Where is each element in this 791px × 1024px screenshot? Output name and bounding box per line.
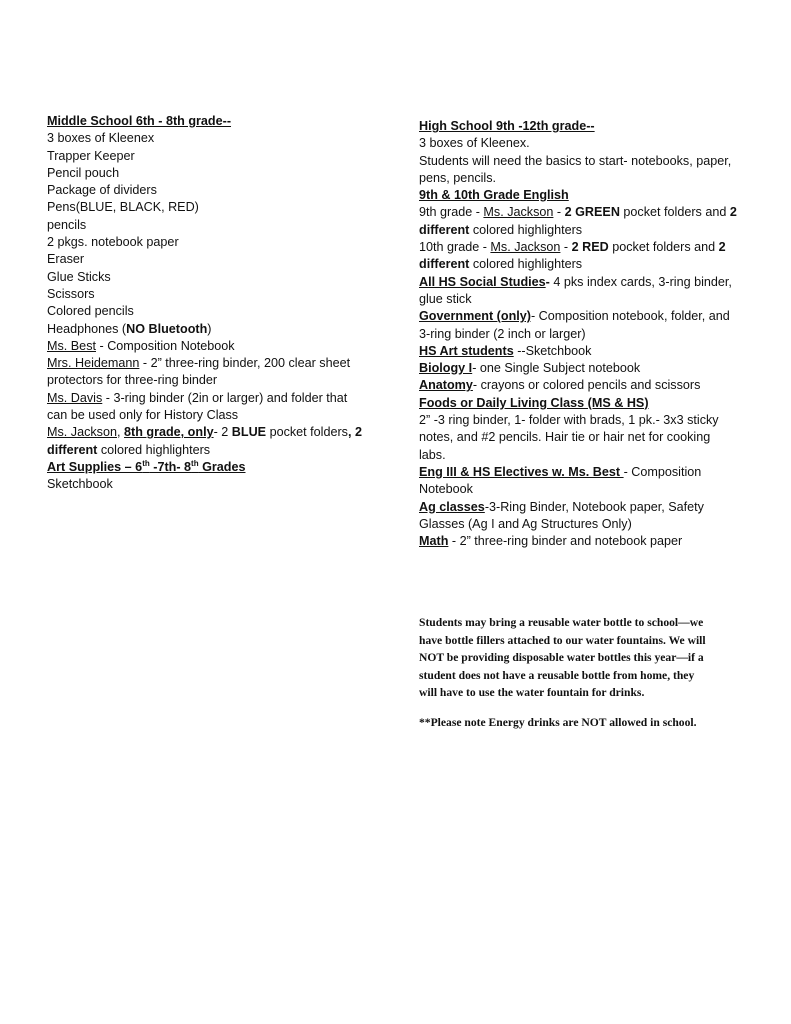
art-sup-1: th [142, 458, 150, 468]
grade-9-teacher: Ms. Jackson [483, 205, 554, 220]
government-line [419, 308, 739, 325]
grade-9-dash: - [553, 205, 565, 220]
high-school-section [419, 118, 739, 550]
teacher-name-best: Ms. Best [47, 338, 96, 353]
jackson-folders: pocket folders [266, 425, 348, 440]
grade-9-green: 2 GREEN [564, 205, 620, 220]
grade-10-line [419, 239, 739, 256]
jackson-highlighters: colored highlighters [97, 442, 211, 457]
jackson-dash: - 2 [213, 425, 232, 440]
jackson-different: different [47, 442, 98, 457]
hs-heading: High School 9th -12th grade-- [419, 119, 595, 133]
math-line [419, 533, 739, 550]
ms-item-trapper-keeper: Trapper Keeper [47, 148, 135, 163]
anatomy-text: - crayons or colored pencils and scissors [472, 378, 701, 393]
ag-line-2: Glasses (Ag I and Ag Structures Only) [419, 516, 632, 531]
ms-item-kleenex: 3 boxes of Kleenex [47, 131, 155, 146]
grade-10-different: different [419, 257, 470, 272]
anatomy-heading: Anatomy [419, 378, 473, 393]
art-heading-part-2: -7th- 8 [149, 459, 192, 474]
energy-note-text: **Please note Energy drinks are NOT allowed in school. [419, 716, 697, 729]
grade-10-two: 2 [718, 240, 726, 255]
ms-item-dividers: Package of dividers [47, 183, 157, 198]
teacher-name-jackson: Ms. Jackson [47, 425, 117, 440]
math-text: - 2” three-ring binder and notebook paper [448, 534, 683, 549]
grade-10-dash: - [560, 240, 572, 255]
social-studies-line [419, 274, 739, 291]
biology-heading: Biology I [419, 361, 473, 376]
grade-10-line-2 [419, 256, 739, 273]
hs-kleenex: 3 boxes of Kleenex. [419, 136, 530, 151]
water-note-line-1: Students may bring a reusable water bottle to school—we [419, 616, 704, 629]
ms-item-glue-sticks: Glue Sticks [47, 269, 111, 284]
ms-item-headphones [47, 321, 377, 338]
heidemann-requirement: - 2” three-ring binder, 200 clear sheet [139, 356, 351, 371]
grade-9-label: 9th grade - [419, 205, 484, 220]
ms-jackson-line [47, 424, 377, 441]
grade-9-line-2 [419, 222, 739, 239]
government-text: - Composition notebook, folder, and [530, 309, 730, 324]
grade-9-different: different [419, 222, 470, 237]
ms-item-colored-pencils: Colored pencils [47, 304, 134, 319]
energy-drink-note [419, 714, 749, 732]
grade-9-line [419, 204, 739, 221]
ms-best-line [47, 338, 377, 355]
foods-heading: Foods or Daily Living Class (MS & HS) [419, 395, 649, 410]
grade-10-red: 2 RED [571, 240, 609, 255]
ms-item-pencil-pouch: Pencil pouch [47, 165, 120, 180]
ag-line [419, 499, 739, 516]
math-heading: Math [419, 534, 449, 549]
jackson-separator: , [117, 425, 124, 440]
grade-9-highlighters: colored highlighters [469, 222, 583, 237]
ms-heidemann-line-2: protectors for three-ring binder [47, 373, 218, 388]
grade-10-folders: pocket folders and [608, 240, 719, 255]
ms-item-pencils: pencils [47, 217, 87, 232]
hs-art-line [419, 343, 739, 360]
teacher-name-heidemann: Mrs. Heidemann [47, 356, 140, 371]
headphones-close: ) [207, 321, 212, 336]
anatomy-line [419, 377, 739, 394]
biology-line [419, 360, 739, 377]
hs-art-heading: HS Art students [419, 343, 514, 358]
headphones-text: Headphones ( [47, 321, 127, 336]
art-heading-part-1: Art Supplies – 6 [47, 459, 143, 474]
government-line-2: 3-ring binder (2 inch or larger) [419, 326, 586, 341]
ag-heading: Ag classes [419, 499, 485, 514]
eng3-text: - Composition [623, 464, 702, 479]
davis-requirement: - 3-ring binder (2in or larger) and folder that [102, 390, 348, 405]
best-requirement: - Composition Notebook [96, 338, 235, 353]
eng3-line-2: Notebook [419, 482, 473, 497]
art-heading-part-3: Grades [198, 459, 246, 474]
social-studies-line-2: glue stick [419, 291, 472, 306]
ms-jackson-line-2 [47, 442, 377, 459]
ms-heidemann-line [47, 355, 377, 372]
art-supplies-heading [47, 459, 377, 476]
grade-10-highlighters: colored highlighters [469, 257, 583, 272]
eng3-line [419, 464, 739, 481]
water-note-line-5: will have to use the water fountain for drinks. [419, 686, 645, 699]
headphones-bold: NO Bluetooth [126, 321, 208, 336]
eng3-heading: Eng III & HS Electives w. Ms. Best [419, 464, 624, 479]
water-note-line-2: have bottle fillers attached to our water fountains. We will [419, 633, 706, 647]
ms-item-eraser: Eraser [47, 252, 85, 267]
art-sup-2: th [191, 458, 199, 468]
biology-text: - one Single Subject notebook [472, 361, 641, 376]
ms-davis-line [47, 390, 377, 407]
grade-10-teacher: Ms. Jackson [490, 240, 561, 255]
ms-davis-line-2: can be used only for History Class [47, 408, 239, 423]
ms-item-scissors: Scissors [47, 286, 95, 301]
social-studies-dash: - [545, 274, 550, 289]
foods-line-1: 2” -3 ring binder, 1- folder with brads, 1 pk.- 3x3 sticky [419, 413, 719, 428]
hs-art-text: --Sketchbook [513, 343, 592, 358]
grade-9-two: 2 [729, 205, 737, 220]
foods-line-3: labs. [419, 447, 446, 462]
grade-9-folders: pocket folders and [619, 205, 730, 220]
hs-basics-2: pens, pencils. [419, 170, 497, 185]
hs-basics-1: Students will need the basics to start- notebooks, paper, [419, 153, 732, 168]
jackson-blue: BLUE [231, 425, 267, 440]
ms-heading: Middle School 6th - 8th grade-- [47, 114, 232, 128]
government-heading: Government (only) [419, 309, 531, 324]
middle-school-section [47, 113, 377, 494]
art-supplies-item: Sketchbook [47, 477, 113, 492]
grade-10-label: 10th grade - [419, 240, 491, 255]
ms-item-notebook-paper: 2 pkgs. notebook paper [47, 235, 179, 250]
water-note-line-4: student does not have a reusable bottle from home, they [419, 668, 695, 682]
ag-text: -3-Ring Binder, Notebook paper, Safety [484, 499, 704, 514]
ms-item-pens: Pens(BLUE, BLACK, RED) [47, 200, 199, 215]
water-note-line-3: NOT be providing disposable water bottles this year—if a [419, 651, 704, 664]
jackson-grade: 8th grade, only [124, 425, 214, 440]
teacher-name-davis: Ms. Davis [47, 390, 103, 405]
social-studies-text: 4 pks index cards, 3-ring binder, [549, 274, 732, 289]
water-bottle-note [419, 614, 749, 702]
english-heading: 9th & 10th Grade English [419, 188, 569, 203]
social-studies-heading: All HS Social Studies [419, 274, 546, 289]
jackson-two: , 2 [347, 425, 362, 440]
foods-line-2: notes, and #2 pencils. Hair tie or hair net for cooking [419, 430, 711, 445]
